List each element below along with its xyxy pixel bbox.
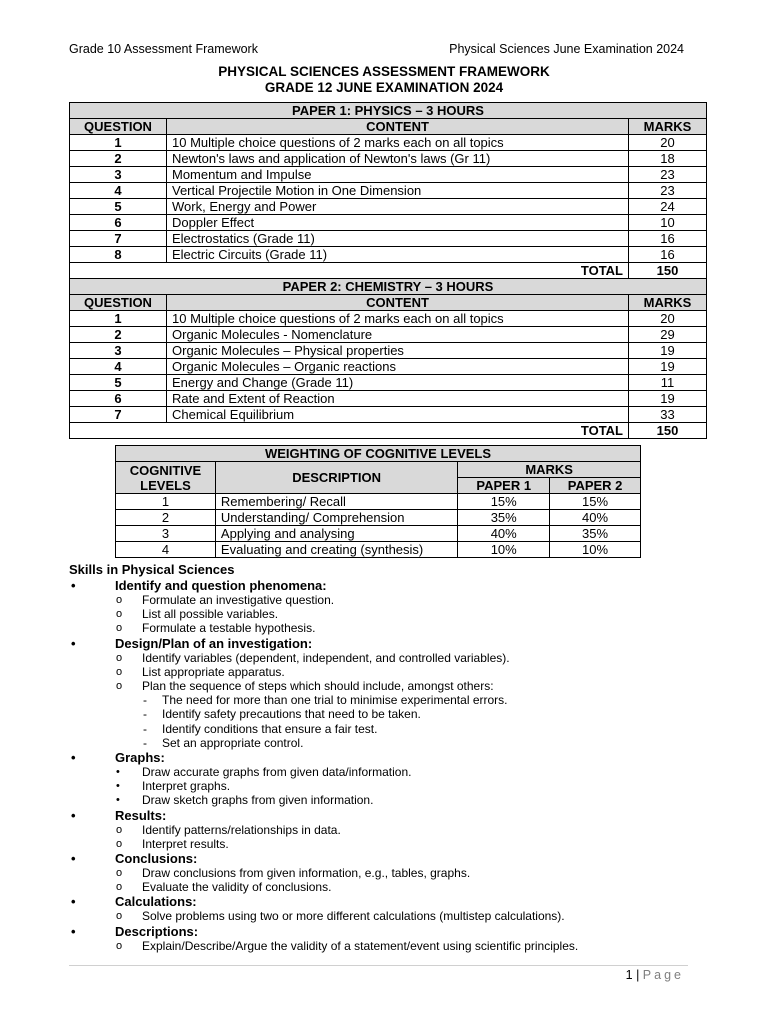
table-row bbox=[70, 247, 707, 263]
table-row bbox=[70, 375, 707, 391]
skill-heading-text: Calculations: bbox=[115, 894, 197, 910]
table-row bbox=[70, 359, 707, 375]
bullet-icon: • bbox=[71, 750, 76, 766]
question-content: Newton's laws and application of Newton's laws (Gr 11) bbox=[167, 151, 629, 167]
question-number: 4 bbox=[70, 183, 167, 199]
table-row bbox=[116, 494, 641, 510]
question-marks: 29 bbox=[629, 327, 707, 343]
skill-heading bbox=[69, 894, 709, 909]
table-row bbox=[70, 199, 707, 215]
paper2-weight: 40% bbox=[550, 510, 641, 526]
paper1-total-row bbox=[70, 263, 707, 279]
skill-sub-text: Evaluate the validity of conclusions. bbox=[142, 880, 332, 895]
question-marks: 10 bbox=[629, 215, 707, 231]
skill-sub-item bbox=[69, 779, 709, 793]
question-number: 7 bbox=[70, 231, 167, 247]
skill-sub-sub-text: The need for more than one trial to minimise experimental errors. bbox=[162, 693, 508, 708]
skill-sub-item bbox=[69, 793, 709, 807]
dash-bullet-icon: - bbox=[143, 735, 147, 750]
question-marks: 18 bbox=[629, 151, 707, 167]
total-value: 150 bbox=[629, 423, 707, 439]
cognitive-level: 4 bbox=[116, 542, 216, 558]
skill-sub-item bbox=[69, 665, 709, 679]
total-label: TOTAL bbox=[70, 263, 629, 279]
cognitive-description: Applying and analysing bbox=[215, 526, 457, 542]
question-number: 4 bbox=[70, 359, 167, 375]
question-number: 1 bbox=[70, 311, 167, 327]
table-row bbox=[70, 231, 707, 247]
skill-heading bbox=[69, 851, 709, 866]
page-footer bbox=[626, 968, 684, 982]
question-marks: 19 bbox=[629, 343, 707, 359]
skill-heading-text: Conclusions: bbox=[115, 851, 198, 867]
skill-heading bbox=[69, 578, 709, 593]
paper2-heading-row bbox=[70, 279, 707, 295]
skill-sub-item bbox=[69, 607, 709, 621]
skill-heading bbox=[69, 924, 709, 939]
cognitive-level: 1 bbox=[116, 494, 216, 510]
question-number: 2 bbox=[70, 151, 167, 167]
paper1-column-header-row bbox=[70, 119, 707, 135]
question-marks: 20 bbox=[629, 311, 707, 327]
footer-separator: | bbox=[636, 968, 640, 982]
skill-block bbox=[69, 578, 709, 636]
skill-block bbox=[69, 924, 709, 953]
skill-sub-text: Interpret graphs. bbox=[142, 779, 231, 794]
skill-heading-text: Identify and question phenomena: bbox=[115, 578, 327, 593]
skill-sub-text: Draw conclusions from given information, e.g., tables, graphs. bbox=[142, 866, 471, 881]
title-line-2: GRADE 12 JUNE EXAMINATION 2024 bbox=[264, 80, 504, 95]
cognitive-header-row-1 bbox=[116, 462, 641, 478]
skill-sub-text: Plan the sequence of steps which should include, amongst others: bbox=[142, 679, 494, 694]
question-number: 6 bbox=[70, 215, 167, 231]
skill-sub-text: Formulate a testable hypothesis. bbox=[142, 621, 316, 636]
bullet-icon: • bbox=[71, 578, 76, 593]
bullet-icon: • bbox=[71, 851, 76, 867]
bullet-icon: • bbox=[116, 780, 120, 793]
skill-sub-text: List all possible variables. bbox=[142, 607, 279, 622]
table-row bbox=[116, 510, 641, 526]
col-content-header: CONTENT bbox=[167, 295, 629, 311]
col-content-header: CONTENT bbox=[167, 119, 629, 135]
table-row bbox=[70, 167, 707, 183]
question-marks: 24 bbox=[629, 199, 707, 215]
page-label: Page bbox=[642, 968, 684, 982]
skill-sub-text: Draw sketch graphs from given information. bbox=[142, 793, 374, 808]
question-marks: 16 bbox=[629, 247, 707, 263]
col-levels-header bbox=[116, 462, 216, 494]
skill-sub-sub-item bbox=[69, 722, 709, 736]
cognitive-level: 3 bbox=[116, 526, 216, 542]
cognitive-description: Evaluating and creating (synthesis) bbox=[215, 542, 457, 558]
document-title bbox=[0, 64, 768, 96]
col-marks-header: MARKS bbox=[458, 462, 641, 478]
question-number: 8 bbox=[70, 247, 167, 263]
question-content: Work, Energy and Power bbox=[167, 199, 629, 215]
paper2-weight: 35% bbox=[550, 526, 641, 542]
header-left-text: Grade 10 Assessment Framework bbox=[69, 42, 258, 56]
table-row bbox=[116, 542, 641, 558]
total-value: 150 bbox=[629, 263, 707, 279]
table-row bbox=[70, 311, 707, 327]
question-content: 10 Multiple choice questions of 2 marks each on all topics bbox=[167, 135, 629, 151]
col-question-header: QUESTION bbox=[70, 295, 167, 311]
question-number: 1 bbox=[70, 135, 167, 151]
page-number: 1 bbox=[625, 968, 633, 982]
col-levels-header-line-1: COGNITIVE bbox=[129, 462, 202, 478]
cognitive-levels-table bbox=[115, 445, 641, 558]
question-content: Momentum and Impulse bbox=[167, 167, 629, 183]
skill-sub-sub-item bbox=[69, 736, 709, 750]
question-marks: 11 bbox=[629, 375, 707, 391]
skill-block bbox=[69, 851, 709, 894]
col-description-header: DESCRIPTION bbox=[215, 462, 457, 494]
table-row bbox=[70, 343, 707, 359]
cognitive-level: 2 bbox=[116, 510, 216, 526]
cognitive-description: Understanding/ Comprehension bbox=[215, 510, 457, 526]
skill-sub-text: List appropriate apparatus. bbox=[142, 664, 285, 679]
skill-sub-item bbox=[69, 621, 709, 635]
skill-sub-text: Explain/Describe/Argue the validity of a statement/event using scientific principles. bbox=[142, 938, 579, 953]
hollow-bullet-icon: o bbox=[116, 910, 123, 923]
skill-sub-sub-text: Identify safety precautions that need to be taken. bbox=[162, 707, 421, 722]
skill-heading bbox=[69, 808, 709, 823]
question-content: Rate and Extent of Reaction bbox=[167, 391, 629, 407]
col-levels-header-line-2: LEVELS bbox=[140, 477, 191, 493]
hollow-bullet-icon: o bbox=[116, 622, 123, 635]
question-content: Doppler Effect bbox=[167, 215, 629, 231]
skill-sub-item bbox=[69, 765, 709, 779]
question-number: 2 bbox=[70, 327, 167, 343]
question-content: Organic Molecules - Nomenclature bbox=[167, 327, 629, 343]
table-row bbox=[70, 215, 707, 231]
skills-list bbox=[69, 578, 709, 953]
skill-sub-sub-text: Identify conditions that ensure a fair test. bbox=[162, 721, 378, 736]
question-content: 10 Multiple choice questions of 2 marks each on all topics bbox=[167, 311, 629, 327]
skills-section bbox=[69, 562, 709, 953]
skill-sub-text: Solve problems using two or more different calculations (multistep calculations). bbox=[142, 909, 565, 924]
col-paper2-header: PAPER 2 bbox=[550, 478, 641, 494]
question-content: Organic Molecules – Organic reactions bbox=[167, 359, 629, 375]
skill-sub-sub-item bbox=[69, 707, 709, 721]
skill-sub-text: Formulate an investigative question. bbox=[142, 593, 335, 607]
paper2-column-header-row bbox=[70, 295, 707, 311]
skill-heading-text: Results: bbox=[115, 807, 167, 823]
skill-sub-sub-text: Set an appropriate control. bbox=[162, 735, 304, 750]
paper1-weight: 15% bbox=[458, 494, 550, 510]
title-line-1: PHYSICAL SCIENCES ASSESSMENT FRAMEWORK bbox=[218, 64, 550, 79]
hollow-bullet-icon: o bbox=[116, 837, 123, 850]
question-content: Electric Circuits (Grade 11) bbox=[167, 247, 629, 263]
question-marks: 23 bbox=[629, 183, 707, 199]
table-row bbox=[70, 391, 707, 407]
table-row bbox=[116, 526, 641, 542]
paper1-weight: 10% bbox=[458, 542, 550, 558]
skill-block bbox=[69, 750, 709, 808]
papers-table bbox=[69, 102, 707, 439]
question-content: Organic Molecules – Physical properties bbox=[167, 343, 629, 359]
skill-sub-text: Identify variables (dependent, independent, and controlled variables). bbox=[142, 650, 510, 665]
paper1-heading-row bbox=[70, 103, 707, 119]
question-number: 5 bbox=[70, 199, 167, 215]
skill-block bbox=[69, 808, 709, 851]
skill-sub-item bbox=[69, 909, 709, 923]
hollow-bullet-icon: o bbox=[116, 665, 123, 678]
hollow-bullet-icon: o bbox=[116, 867, 123, 880]
col-marks-header: MARKS bbox=[629, 119, 707, 135]
skill-block bbox=[69, 894, 709, 923]
bullet-icon: • bbox=[71, 807, 76, 823]
col-marks-header: MARKS bbox=[629, 295, 707, 311]
hollow-bullet-icon: o bbox=[116, 881, 123, 894]
bullet-icon: • bbox=[116, 766, 120, 779]
skill-heading-text: Descriptions: bbox=[115, 923, 199, 939]
skill-sub-item bbox=[69, 823, 709, 837]
question-number: 3 bbox=[70, 167, 167, 183]
hollow-bullet-icon: o bbox=[116, 680, 123, 693]
question-content: Vertical Projectile Motion in One Dimension bbox=[167, 183, 629, 199]
dash-bullet-icon: - bbox=[143, 707, 147, 722]
paper1-weight: 40% bbox=[458, 526, 550, 542]
paper2-weight: 15% bbox=[550, 494, 641, 510]
hollow-bullet-icon: o bbox=[116, 939, 123, 952]
bullet-icon: • bbox=[116, 794, 120, 807]
cognitive-heading: WEIGHTING OF COGNITIVE LEVELS bbox=[116, 446, 641, 462]
paper1-weight: 35% bbox=[458, 510, 550, 526]
skill-sub-text: Interpret results. bbox=[142, 836, 229, 851]
question-marks: 33 bbox=[629, 407, 707, 423]
skill-sub-sub-item bbox=[69, 693, 709, 707]
skill-sub-text: Draw accurate graphs from given data/information. bbox=[142, 765, 412, 780]
skill-sub-text: Identify patterns/relationships in data. bbox=[142, 822, 341, 837]
question-marks: 23 bbox=[629, 167, 707, 183]
skill-heading-text: Design/Plan of an investigation: bbox=[115, 635, 313, 651]
hollow-bullet-icon: o bbox=[116, 608, 123, 621]
skills-title: Skills in Physical Sciences bbox=[69, 562, 235, 577]
skill-block bbox=[69, 636, 709, 750]
cognitive-heading-row bbox=[116, 446, 641, 462]
bullet-icon: • bbox=[71, 923, 76, 939]
question-number: 7 bbox=[70, 407, 167, 423]
hollow-bullet-icon: o bbox=[116, 823, 123, 836]
skill-heading bbox=[69, 636, 709, 651]
paper2-total-row bbox=[70, 423, 707, 439]
paper2-weight: 10% bbox=[550, 542, 641, 558]
header-right-text: Physical Sciences June Examination 2024 bbox=[449, 42, 684, 56]
col-question-header: QUESTION bbox=[70, 119, 167, 135]
table-row bbox=[70, 327, 707, 343]
question-number: 3 bbox=[70, 343, 167, 359]
skill-sub-item bbox=[69, 880, 709, 894]
table-row bbox=[70, 407, 707, 423]
skill-heading bbox=[69, 750, 709, 765]
question-content: Electrostatics (Grade 11) bbox=[167, 231, 629, 247]
skill-sub-item bbox=[69, 593, 709, 607]
bullet-icon: • bbox=[71, 635, 76, 651]
total-label: TOTAL bbox=[70, 423, 629, 439]
bullet-icon: • bbox=[71, 894, 76, 910]
question-marks: 16 bbox=[629, 231, 707, 247]
skill-sub-item bbox=[69, 866, 709, 880]
question-content: Chemical Equilibrium bbox=[167, 407, 629, 423]
skill-heading-text: Graphs: bbox=[115, 750, 165, 766]
footer-divider bbox=[69, 965, 688, 966]
dash-bullet-icon: - bbox=[143, 693, 147, 708]
col-paper1-header: PAPER 1 bbox=[458, 478, 550, 494]
table-row bbox=[70, 183, 707, 199]
question-marks: 20 bbox=[629, 135, 707, 151]
question-number: 5 bbox=[70, 375, 167, 391]
question-content: Energy and Change (Grade 11) bbox=[167, 375, 629, 391]
question-marks: 19 bbox=[629, 391, 707, 407]
skill-sub-item bbox=[69, 651, 709, 665]
skill-sub-item bbox=[69, 939, 709, 953]
hollow-bullet-icon: o bbox=[116, 651, 123, 664]
question-number: 6 bbox=[70, 391, 167, 407]
cognitive-description: Remembering/ Recall bbox=[215, 494, 457, 510]
question-marks: 19 bbox=[629, 359, 707, 375]
paper1-heading: PAPER 1: PHYSICS – 3 HOURS bbox=[70, 103, 707, 119]
hollow-bullet-icon: o bbox=[116, 594, 123, 606]
dash-bullet-icon: - bbox=[143, 721, 147, 736]
skill-sub-item bbox=[69, 837, 709, 851]
paper2-heading: PAPER 2: CHEMISTRY – 3 HOURS bbox=[70, 279, 707, 295]
table-row bbox=[70, 135, 707, 151]
skill-sub-item bbox=[69, 679, 709, 693]
table-row bbox=[70, 151, 707, 167]
